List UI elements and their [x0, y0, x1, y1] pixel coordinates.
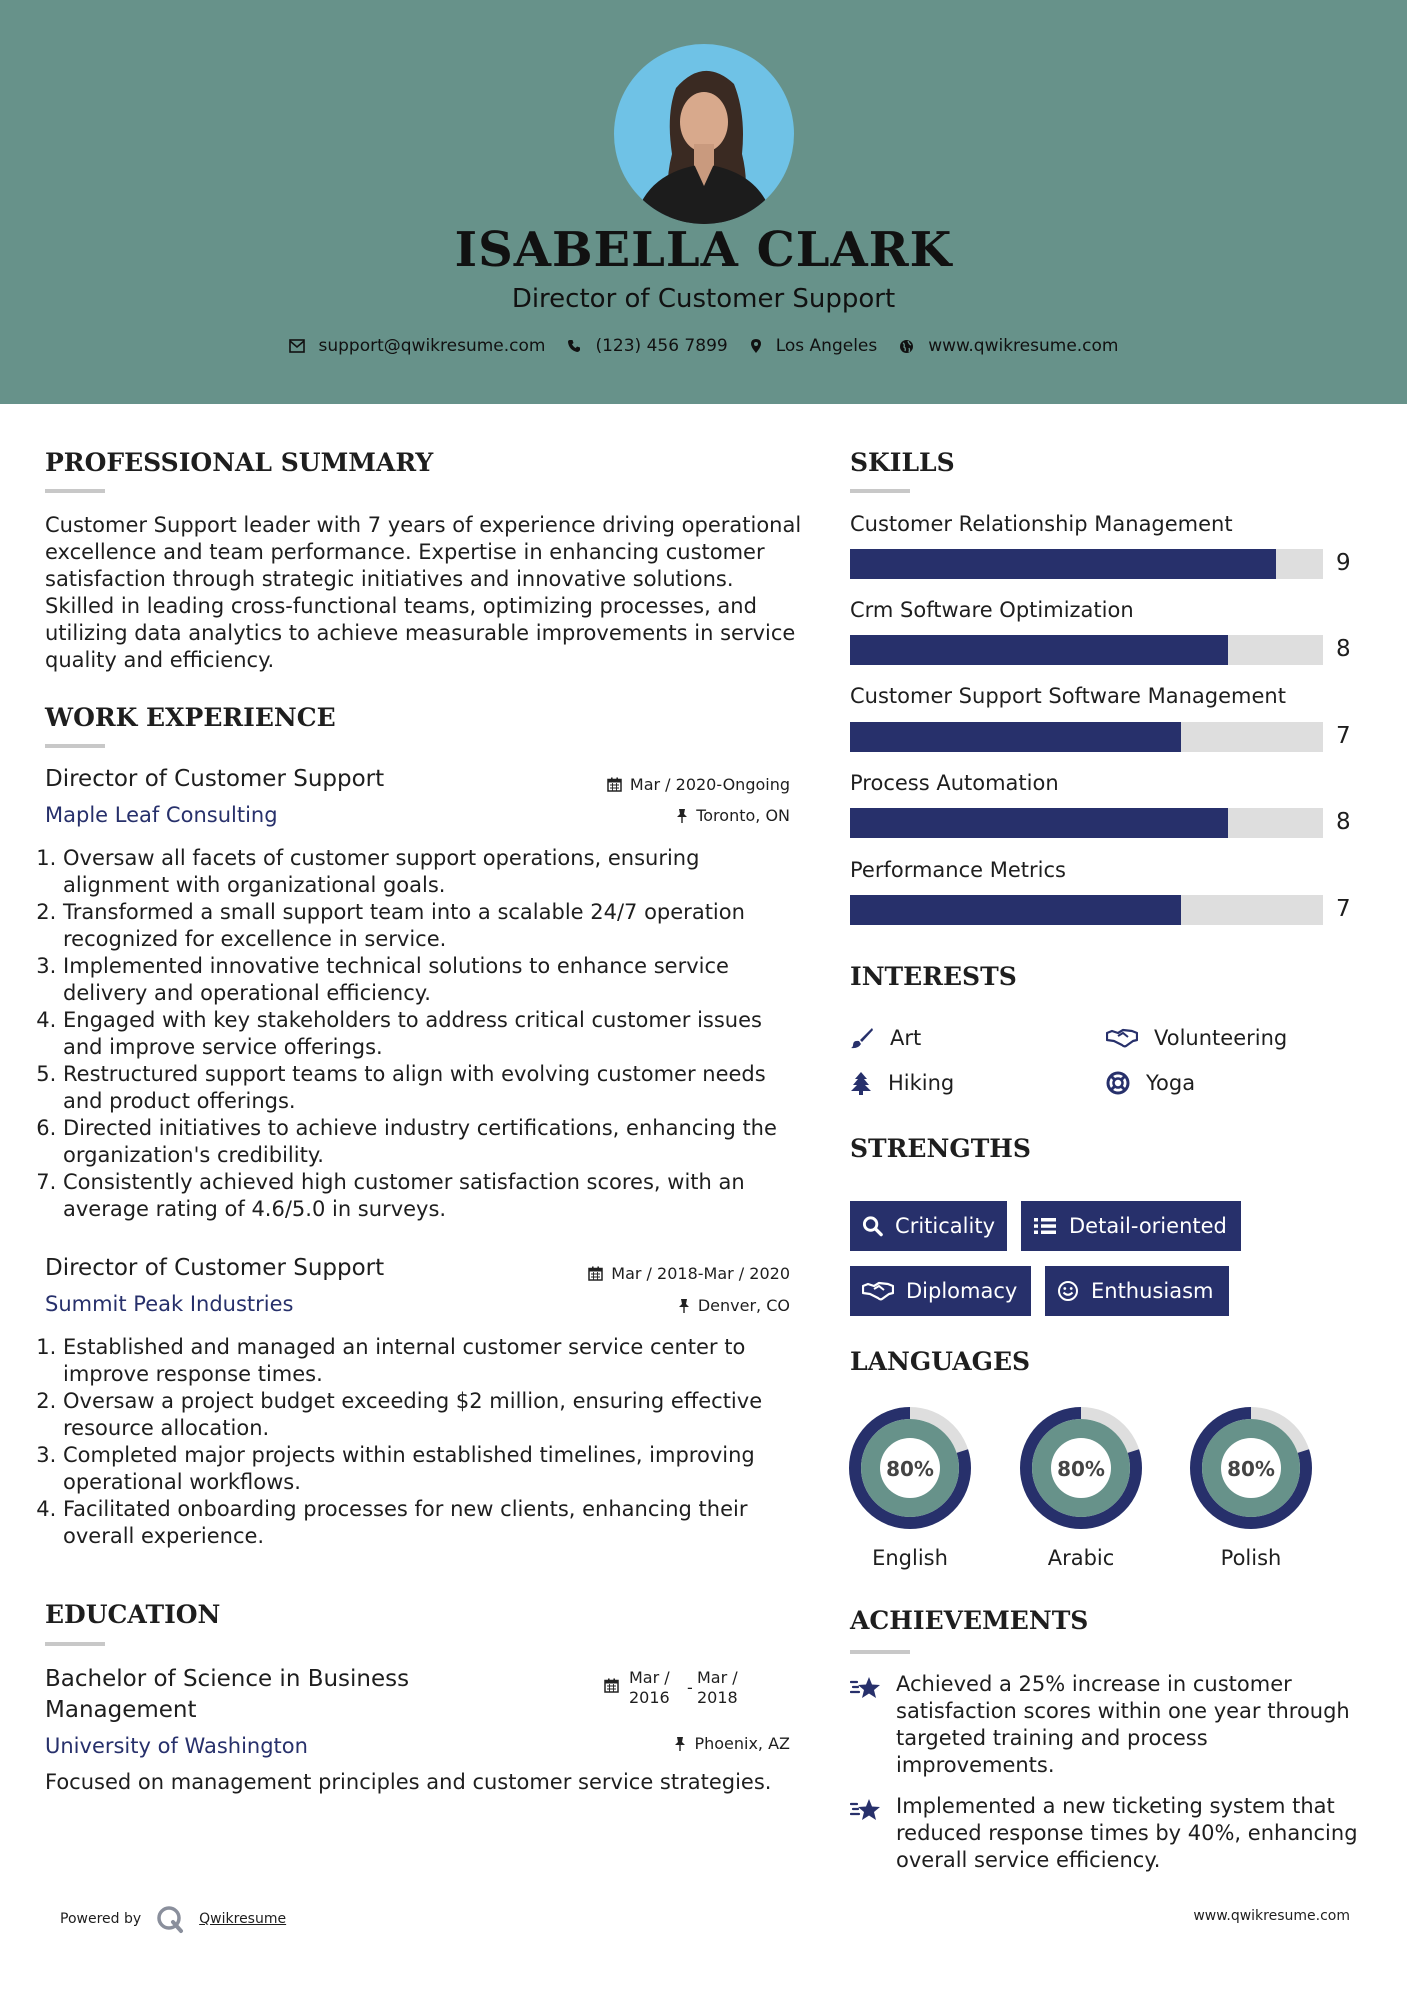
duty-item: 4. Engaged with key stakeholders to address critical customer issues and improve service offerings.: [63, 1007, 803, 1061]
language-ring: [848, 1406, 972, 1530]
job-title: Director of Customer Support: [45, 1255, 385, 1281]
language-polish: [1189, 1406, 1313, 1570]
duty-item: 2. Transformed a small support team into a scalable 24/7 operation recognized for excellence in service.: [63, 899, 803, 953]
envelope-icon: [289, 339, 305, 353]
qwikresume-logo-icon: [155, 1904, 185, 1934]
phone-text: (123) 456 7899: [595, 336, 728, 356]
duty-item: 2. Oversaw a project budget exceeding $2 million, ensuring effective resource allocation.: [63, 1388, 803, 1442]
summary-divider: [45, 489, 105, 493]
interest-art: Art: [850, 1026, 921, 1050]
lifebuoy-icon: [1106, 1071, 1130, 1095]
skill-bar-fill: [850, 895, 1181, 925]
pushpin-icon: [678, 1298, 690, 1313]
skill-score: 8: [1336, 809, 1351, 835]
contact-website[interactable]: [899, 336, 1118, 356]
skill-bar: [850, 808, 1323, 838]
duty-item: 1. Established and managed an internal customer service center to improve response times.: [63, 1334, 803, 1388]
job-duties: [45, 1334, 803, 1550]
qwikresume-link[interactable]: Qwikresume: [199, 1911, 287, 1927]
duty-item: 3. Implemented innovative technical solutions to enhance service delivery and operational efficiency.: [63, 953, 803, 1007]
job-duties: [45, 845, 803, 1223]
strength-criticality: Criticality: [850, 1201, 1007, 1251]
contact-phone[interactable]: [567, 336, 727, 356]
interest-volunteering: Volunteering: [1106, 1026, 1287, 1050]
calendar-icon: [588, 1266, 603, 1281]
experience-heading: WORK EXPERIENCE: [45, 703, 336, 732]
education-divider: [45, 1642, 105, 1646]
job-date: Mar / 2018-Mar / 2020: [540, 1264, 790, 1283]
education-dates: Mar / 2016 - Mar / 2018: [604, 1668, 747, 1708]
location-text: Los Angeles: [775, 336, 878, 356]
skill-score: 7: [1336, 723, 1351, 749]
skill-bar-fill: [850, 549, 1276, 579]
website-text: www.qwikresume.com: [928, 336, 1119, 356]
experience-divider: [45, 744, 105, 748]
skill-score: 8: [1336, 636, 1351, 662]
duty-item: 1. Oversaw all facets of customer support operations, ensuring alignment with organizational goals.: [63, 845, 803, 899]
language-arabic: [1019, 1406, 1143, 1570]
language-english: [848, 1406, 972, 1570]
job-title: Director of Customer Support: [45, 766, 385, 792]
duty-item: 3. Completed major projects within established timelines, improving operational workflows.: [63, 1442, 803, 1496]
education-heading: EDUCATION: [45, 1600, 221, 1629]
achievement-item: Implemented a new ticketing system that reduced response times by 40%, enhancing overall service efficiency.: [850, 1793, 1360, 1874]
summary-text: Customer Support leader with 7 years of experience driving operational excellence and team performance. Expertise in enhancing customer satisfaction through strategic initiatives and innovative solutions. Skilled in leading cross-functional teams, optimizing processes, and utilizing data analytics to achieve measurable improvements in service quality and efficiency.: [45, 513, 802, 672]
skill-bar: [850, 722, 1323, 752]
skill-bar: [850, 635, 1323, 665]
calendar-icon: [604, 1678, 619, 1693]
interest-hiking: Hiking: [850, 1071, 954, 1095]
pushpin-icon: [674, 1736, 686, 1751]
language-name: English: [872, 1546, 948, 1570]
skill-bar-fill: [850, 722, 1181, 752]
skill-bar-fill: [850, 635, 1228, 665]
skill-name: Process Automation: [850, 771, 1059, 795]
phone-icon: [567, 339, 581, 353]
summary-heading: PROFESSIONAL SUMMARY: [45, 448, 434, 477]
skill-bar-fill: [850, 808, 1228, 838]
duty-item: 4. Facilitated onboarding processes for new clients, enhancing their overall experience.: [63, 1496, 803, 1550]
skill-name: Customer Support Software Management: [850, 684, 1286, 708]
list-icon: [1033, 1216, 1057, 1236]
language-ring: [1019, 1406, 1143, 1530]
language-name: Polish: [1220, 1546, 1282, 1570]
tree-icon: [850, 1071, 872, 1095]
job-company: Maple Leaf Consulting: [45, 803, 278, 827]
map-pin-icon: [750, 338, 762, 354]
candidate-name: ISABELLA CLARK: [454, 222, 953, 278]
search-icon: [862, 1215, 883, 1237]
paintbrush-icon: [850, 1027, 874, 1049]
strengths-heading: STRENGTHS: [850, 1134, 1031, 1163]
school-name: University of Washington: [45, 1734, 308, 1758]
strength-diplomacy: Diplomacy: [850, 1266, 1031, 1316]
skill-bar: [850, 895, 1323, 925]
star-icon: [850, 1797, 882, 1823]
education-location: Phoenix, AZ: [540, 1734, 790, 1753]
contact-location: [750, 336, 878, 356]
achievements-divider: [850, 1650, 910, 1654]
person-silhouette-icon: [614, 44, 794, 224]
language-name: Arabic: [1047, 1546, 1115, 1570]
email-text: support@qwikresume.com: [318, 336, 546, 356]
achievements-heading: ACHIEVEMENTS: [850, 1606, 1089, 1635]
strength-enthusiasm: Enthusiasm: [1045, 1266, 1229, 1316]
skill-name: Crm Software Optimization: [850, 598, 1134, 622]
footer-powered: [60, 1904, 286, 1934]
language-percent: 80%: [1057, 1457, 1105, 1481]
duty-item: 7. Consistently achieved high customer satisfaction scores, with an average rating of 4.6/5.0 in surveys.: [63, 1169, 803, 1223]
contact-bar: [0, 336, 1407, 356]
calendar-icon: [607, 777, 622, 792]
skill-score: 9: [1336, 550, 1351, 576]
interests-heading: INTERESTS: [850, 962, 1017, 991]
language-percent: 80%: [1227, 1457, 1275, 1481]
education-description: Focused on management principles and customer service strategies.: [45, 1770, 772, 1794]
contact-email[interactable]: [289, 336, 546, 356]
smile-icon: [1057, 1280, 1079, 1302]
job-company: Summit Peak Industries: [45, 1292, 294, 1316]
job-location: Toronto, ON: [540, 806, 790, 825]
language-percent: 80%: [886, 1457, 934, 1481]
pushpin-icon: [676, 808, 688, 823]
handshake-icon: [1106, 1028, 1138, 1048]
star-icon: [850, 1675, 882, 1701]
achievement-item: Achieved a 25% increase in customer satisfaction scores within one year through targeted training and process improvements.: [850, 1671, 1360, 1779]
skill-score: 7: [1336, 896, 1351, 922]
job-location: Denver, CO: [540, 1296, 790, 1315]
globe-icon: [899, 339, 914, 354]
languages-heading: LANGUAGES: [850, 1347, 1031, 1376]
footer-website[interactable]: www.qwikresume.com: [1193, 1908, 1350, 1924]
skill-name: Customer Relationship Management: [850, 512, 1233, 536]
strength-detail-oriented: Detail-oriented: [1021, 1201, 1241, 1251]
skill-name: Performance Metrics: [850, 858, 1066, 882]
profile-photo: [614, 44, 794, 224]
job-date: Mar / 2020-Ongoing: [540, 775, 790, 794]
duty-item: 5. Restructured support teams to align with evolving customer needs and product offerings.: [63, 1061, 803, 1115]
language-ring: [1189, 1406, 1313, 1530]
powered-by-text: Powered by: [60, 1911, 142, 1927]
duty-item: 6. Directed initiatives to achieve industry certifications, enhancing the organization's credibility.: [63, 1115, 803, 1169]
skills-heading: SKILLS: [850, 448, 955, 477]
degree-title: Bachelor of Science in Business Management: [45, 1666, 410, 1723]
skills-divider: [850, 489, 910, 493]
handshake-icon: [862, 1281, 894, 1301]
skill-bar: [850, 549, 1323, 579]
candidate-role: Director of Customer Support: [511, 284, 896, 314]
interest-yoga: Yoga: [1106, 1071, 1195, 1095]
